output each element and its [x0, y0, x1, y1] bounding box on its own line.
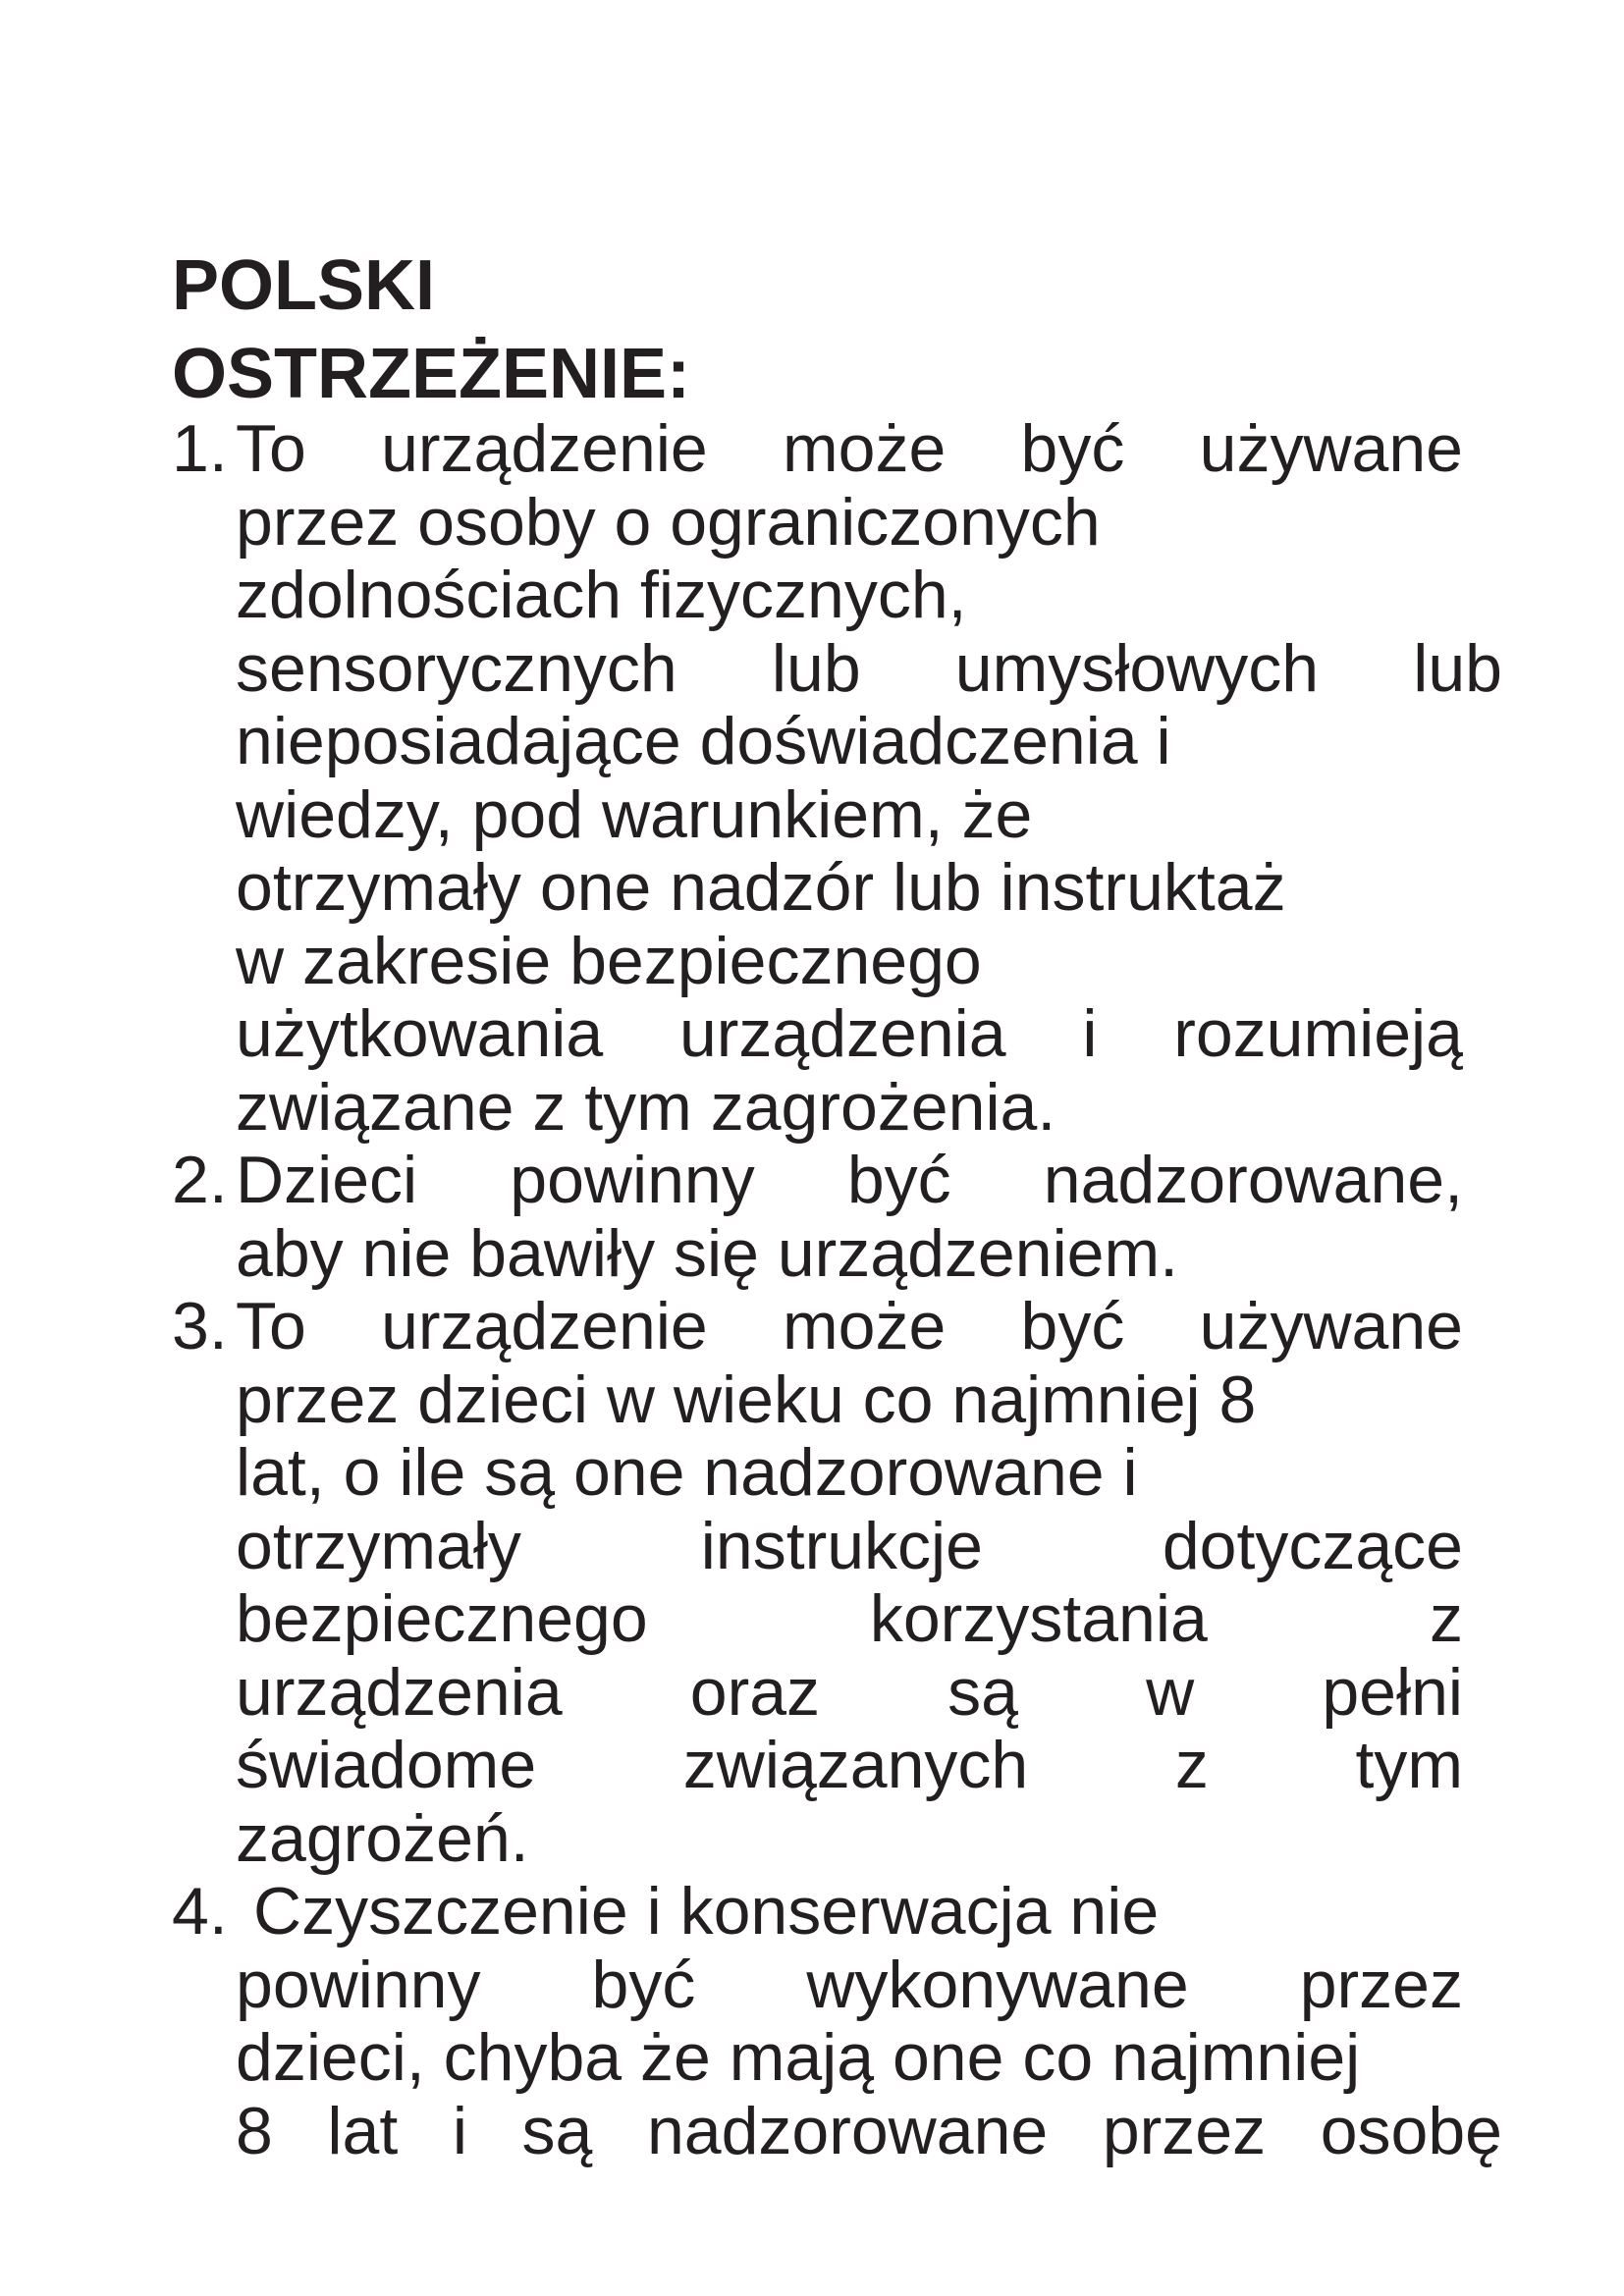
item-line: użytkowania urządzenia i rozumieją — [236, 996, 1463, 1071]
warning-heading: OSTRZEŻENIE: — [172, 335, 691, 413]
item-line: sensorycznych lub umysłowych lub — [236, 631, 1502, 706]
item-line: zagrożeń. — [236, 1801, 529, 1876]
item-line: aby nie bawiły się urządzeniem. — [236, 1216, 1179, 1291]
item-line: otrzymały instrukcje dotyczące — [236, 1509, 1463, 1583]
item-line: Czyszczenie i konserwacja nie — [253, 1874, 1160, 1949]
item-line: Dzieci powinny być nadzorowane, — [236, 1143, 1463, 1217]
item-line: To urządzenie może być używane — [236, 1289, 1463, 1363]
item-number: 1. — [172, 411, 228, 486]
item-number: 2. — [172, 1143, 228, 1217]
item-line: otrzymały one nadzór lub instruktaż — [236, 850, 1286, 925]
item-line: To urządzenie może być używane — [236, 411, 1463, 486]
language-heading: POLSKI — [172, 246, 436, 325]
item-number: 4. — [172, 1874, 228, 1949]
item-line: zdolnościach fizycznych, — [236, 558, 967, 632]
item-number: 3. — [172, 1289, 228, 1363]
item-line: nieposiadające doświadczenia i — [236, 704, 1171, 778]
item-line: 8 lat i są nadzorowane przez osobę — [236, 2094, 1502, 2168]
item-line: urządzenia oraz są w pełni — [236, 1655, 1463, 1730]
item-line: bezpiecznego korzystania z — [236, 1581, 1463, 1656]
item-line: lat, o ile są one nadzorowane i — [236, 1435, 1138, 1510]
item-line: przez osoby o ograniczonych — [236, 485, 1101, 560]
item-line: w zakresie bezpiecznego — [236, 924, 982, 998]
item-line: związane z tym zagrożenia. — [236, 1070, 1056, 1145]
item-line: powinny być wykonywane przez — [236, 1948, 1463, 2022]
item-line: świadome związanych z tym — [236, 1728, 1463, 1802]
item-line: dzieci, chyba że mają one co najmniej — [236, 2020, 1361, 2095]
item-line: przez dzieci w wieku co najmniej 8 — [236, 1362, 1257, 1437]
item-line: wiedzy, pod warunkiem, że — [236, 777, 1033, 852]
